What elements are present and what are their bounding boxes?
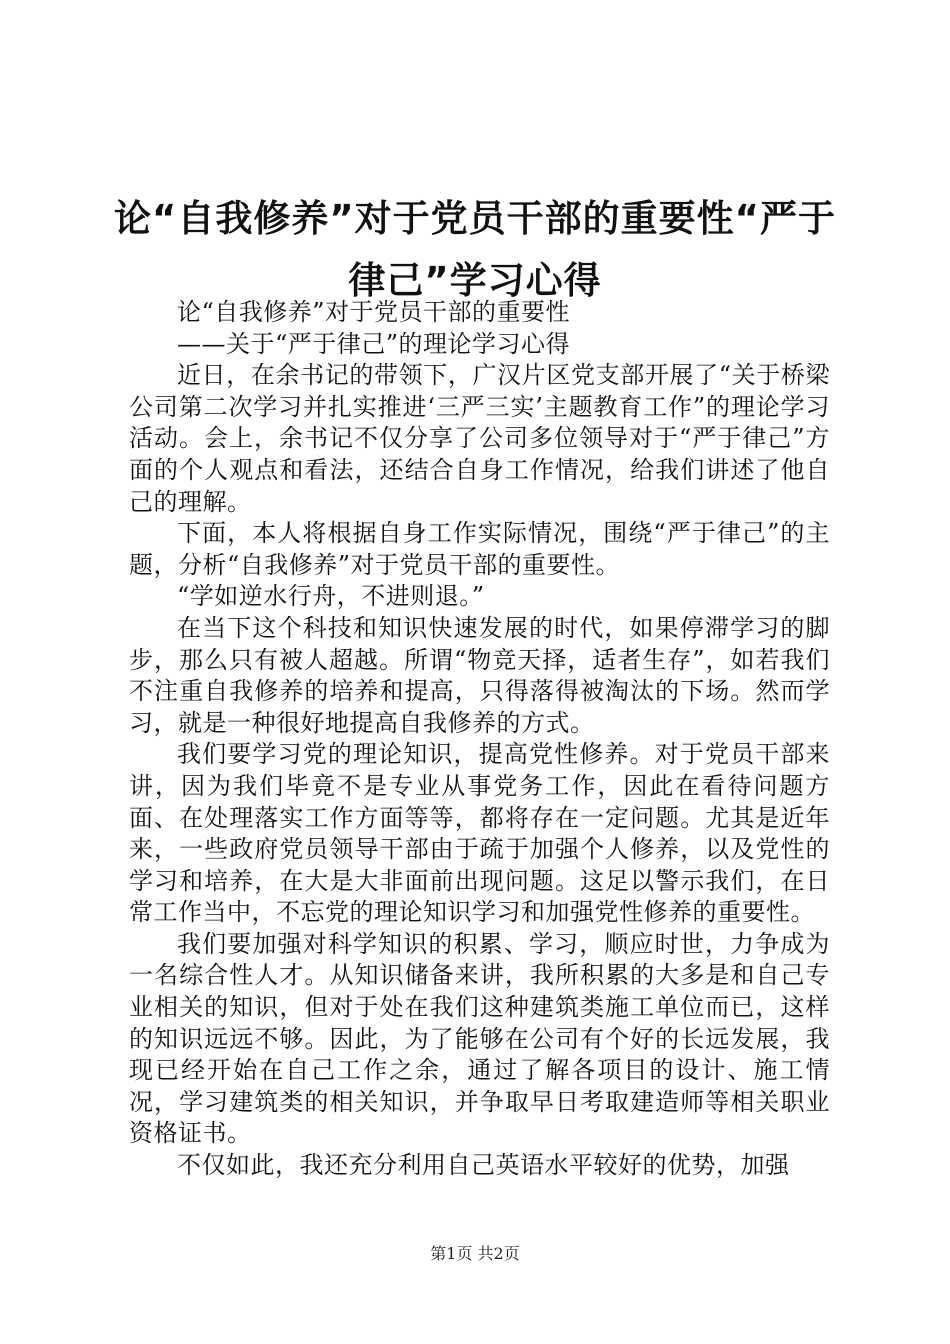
- document-body: [129, 297, 830, 1182]
- quote-paragraph: “学如逆水行舟，不进则退。”: [177, 582, 485, 611]
- body-paragraph: 我们要学习党的理论知识，提高党性修养。对于党员干部来讲，因为我们毕竟不是专业从事党务工作，因此在看待问题方面、在处理落实工作方面等等，都将存在一定问题。尤其是近年来，一些政府党员领导干部由于疏于加强个人修养，以及党性的学习和培养，在大是大非面前出现问题。这足以警示我们，在日常工作当中，不忘党的理论知识学习和加强党性修养的重要性。: [129, 740, 830, 927]
- body-paragraph: 近日，在余书记的带领下，广汉片区党支部开展了“关于桥梁公司第二次学习并扎实推进‘三严三实’主题教育工作”的理论学习活动。会上，余书记不仅分享了公司多位领导对于“严于律己”方面的个人观点和看法，还结合自身工作情况，给我们讲述了他自己的理解。: [129, 361, 830, 516]
- body-paragraph: 在当下这个科技和知识快速发展的时代，如果停滞学习的脚步，那么只有被人超越。所谓“物竞天择，适者生存”，如若我们不注重自我修养的培养和提高，只得落得被淘汰的下场。然而学习，就是一种很好地提高自我修养的方式。: [129, 613, 830, 737]
- subtitle-paragraph: ——关于“严于律己”的理论学习心得: [177, 329, 571, 358]
- page-number-footer: 第1页 共2页: [430, 1244, 520, 1263]
- body-paragraph: 下面，本人将根据自身工作实际情况，围绕“严于律己”的主题，分析“自我修养”对于党员干部的重要性。: [129, 519, 830, 579]
- document-title-line-1: 论“自我修养”对于党员干部的重要性“严于: [114, 197, 836, 240]
- body-paragraph: 不仅如此，我还充分利用自己英语水平较好的优势，加强: [177, 1151, 790, 1180]
- body-paragraph: 我们要加强对科学知识的积累、学习，顺应时世，力争成为一名综合性人才。从知识储备来讲，我所积累的大多是和自己专业相关的知识，但对于处在我们这种建筑类施工单位而已，这样的知识远远不够。因此，为了能够在公司有个好的长远发展，我现已经开始在自己工作之余，通过了解各项目的设计、施工情况，学习建筑类的相关知识，并争取早日考取建造师等相关职业资格证书。: [129, 929, 830, 1148]
- subtitle-paragraph: 论“自我修养”对于党员干部的重要性: [177, 298, 571, 326]
- document-title-line-2: 律己”学习心得: [348, 259, 602, 302]
